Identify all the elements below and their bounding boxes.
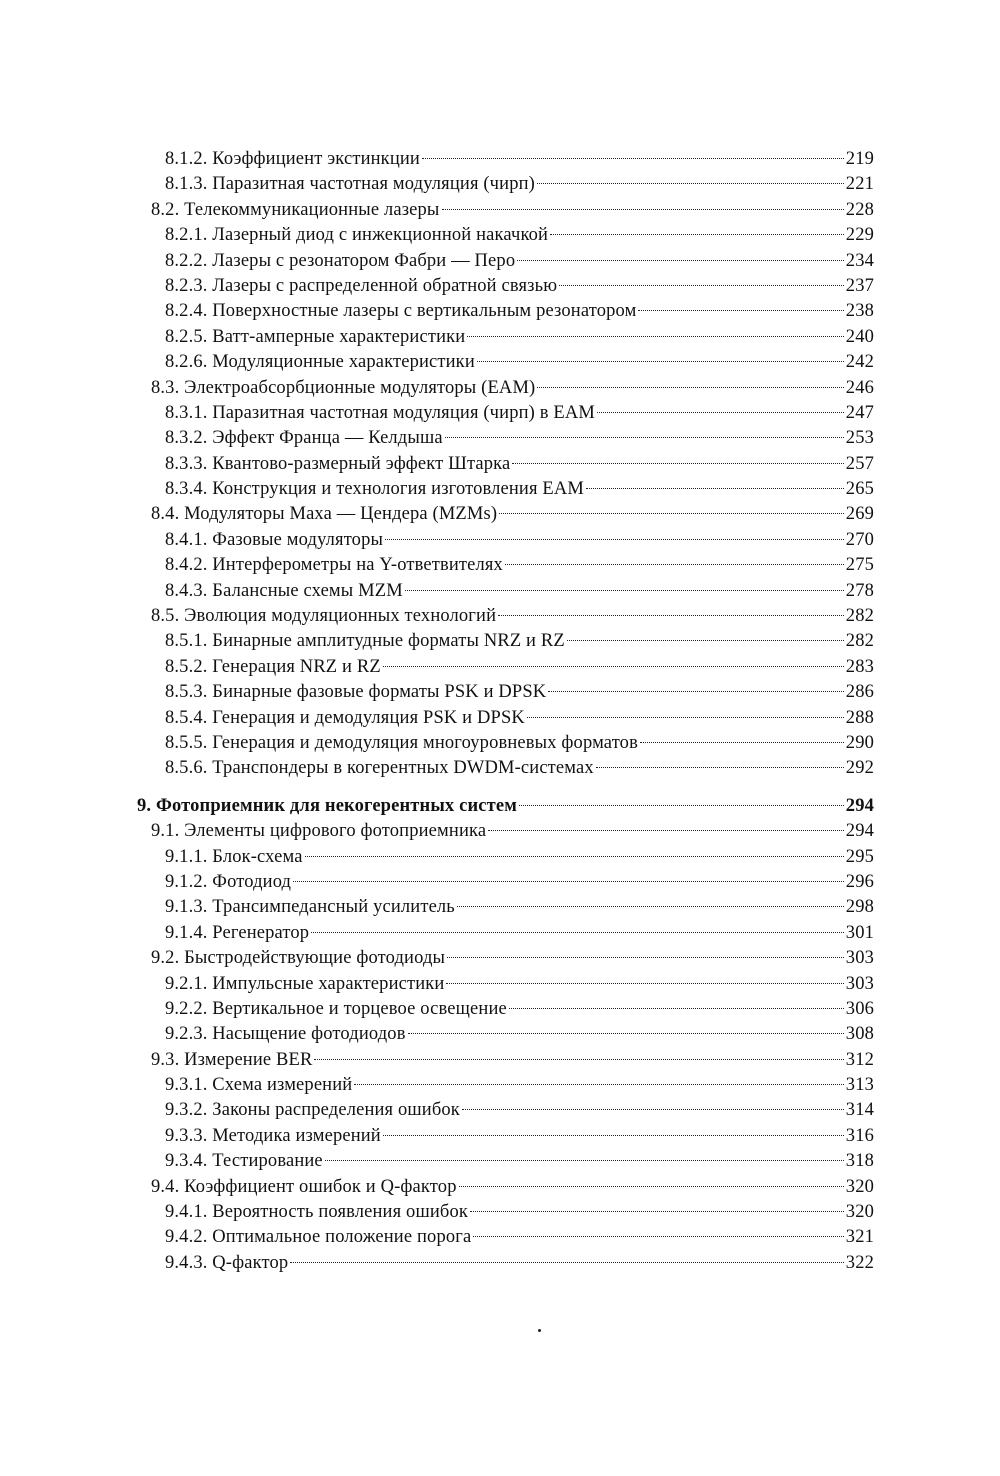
toc-subsection-entry bbox=[137, 895, 874, 920]
toc-subsection-entry bbox=[137, 921, 874, 946]
toc-section-entry bbox=[137, 198, 874, 223]
dot-leader bbox=[383, 1135, 844, 1136]
dot-leader bbox=[311, 932, 844, 933]
toc-subsection-entry bbox=[137, 655, 874, 680]
toc-entry-title: 8.2.1. Лазерный диод с инжекционной накачкой bbox=[165, 225, 549, 246]
toc-page-number: 257 bbox=[845, 453, 874, 474]
toc-section-entry bbox=[137, 604, 874, 629]
dot-leader bbox=[512, 463, 843, 464]
toc-entry-title: 8.1.2. Коэффициент экстинкции bbox=[165, 149, 420, 169]
toc-page-number: 246 bbox=[845, 377, 874, 398]
toc-entry-title: 9.3.2. Законы распределения ошибок bbox=[165, 1100, 460, 1121]
toc-page-number: 294 bbox=[845, 795, 874, 816]
toc-entry-title: 9.2.1. Импульсные характеристики bbox=[165, 973, 445, 994]
toc-page-number: 237 bbox=[845, 275, 874, 296]
toc-page-number: 298 bbox=[845, 897, 874, 918]
toc-entry-title: 8.3.3. Квантово-размерный эффект Штарка bbox=[165, 453, 511, 474]
dot-leader bbox=[517, 260, 844, 261]
dot-leader bbox=[293, 881, 844, 882]
toc-entry-title: 8.2.2. Лазеры с резонатором Фабри — Перо bbox=[165, 250, 516, 271]
toc-page-number: 318 bbox=[845, 1151, 874, 1172]
toc-subsection-entry bbox=[137, 274, 874, 299]
dot-leader bbox=[408, 1033, 844, 1034]
toc-page-number: 240 bbox=[845, 326, 874, 347]
dot-leader bbox=[505, 564, 844, 565]
toc-page-number: 320 bbox=[845, 1176, 874, 1197]
toc-page-number: 278 bbox=[845, 580, 874, 601]
toc-entry-title: 8.5.6. Транспондеры в когерентных DWDM-системах bbox=[165, 758, 594, 779]
toc-page-number: 242 bbox=[845, 352, 874, 373]
dot-leader bbox=[498, 615, 844, 616]
dot-leader bbox=[567, 640, 844, 641]
toc-section-entry bbox=[137, 819, 874, 844]
toc-entry-title: 9.3. Измерение BER bbox=[151, 1049, 313, 1070]
toc-entry-title: 9.4.2. Оптимальное положение порога bbox=[165, 1227, 472, 1248]
toc-subsection-entry bbox=[137, 401, 874, 426]
toc-page-number: 320 bbox=[845, 1202, 874, 1223]
toc-page-number: 269 bbox=[845, 504, 874, 525]
toc-subsection-entry bbox=[137, 1073, 874, 1098]
toc-page-number: 283 bbox=[845, 656, 874, 677]
dot-leader bbox=[446, 983, 843, 984]
dot-leader bbox=[385, 539, 844, 540]
dot-leader bbox=[597, 412, 844, 413]
toc-section-entry bbox=[137, 376, 874, 401]
toc-subsection-entry bbox=[137, 1098, 874, 1123]
dot-leader bbox=[519, 805, 844, 806]
toc-entry-title: 9.4.3. Q-фактор bbox=[165, 1252, 289, 1273]
dot-leader bbox=[640, 742, 844, 743]
toc-section-entry bbox=[137, 1175, 874, 1200]
toc-entry-title: 9.1.4. Регенератор bbox=[165, 922, 310, 943]
toc-subsection-entry bbox=[137, 350, 874, 375]
toc-subsection-entry bbox=[137, 1124, 874, 1149]
toc-subsection-entry bbox=[137, 452, 874, 477]
table-of-contents bbox=[137, 147, 874, 1276]
toc-entry-title: 8.5.2. Генерация NRZ и RZ bbox=[165, 656, 381, 677]
dot-leader bbox=[314, 1059, 843, 1060]
toc-page-number: 296 bbox=[845, 871, 874, 892]
toc-subsection-entry bbox=[137, 1022, 874, 1047]
toc-entry-title: 9. Фотоприемник для некогерентных систем bbox=[137, 795, 517, 816]
dot-leader bbox=[586, 488, 844, 489]
toc-entry-title: 9.1.3. Трансимпедансный усилитель bbox=[165, 897, 455, 918]
toc-page-number: 301 bbox=[845, 922, 874, 943]
dot-leader bbox=[442, 209, 844, 210]
toc-page-number: 314 bbox=[845, 1100, 874, 1121]
toc-entry-title: 8.5.3. Бинарные фазовые форматы PSK и DPSK bbox=[165, 682, 547, 703]
toc-entry-title: 9.2. Быстродействующие фотодиоды bbox=[151, 948, 446, 969]
toc-entry-title: 9.3.1. Схема измерений bbox=[165, 1075, 353, 1096]
toc-entry-title: 8.2.6. Модуляционные характеристики bbox=[165, 352, 475, 373]
dot-leader bbox=[462, 1109, 844, 1110]
toc-page-number: 308 bbox=[845, 1024, 874, 1045]
toc-subsection-entry bbox=[137, 426, 874, 451]
page-dot-mark bbox=[538, 1329, 541, 1332]
toc-subsection-entry bbox=[137, 972, 874, 997]
toc-page-number: 292 bbox=[845, 758, 874, 779]
dot-leader bbox=[559, 285, 844, 286]
dot-leader bbox=[550, 234, 844, 235]
toc-page-number: 294 bbox=[845, 821, 874, 842]
toc-page-number: 288 bbox=[845, 707, 874, 728]
dot-leader bbox=[459, 1186, 844, 1187]
toc-section-entry bbox=[137, 1048, 874, 1073]
toc-page-number: 238 bbox=[845, 301, 874, 322]
toc-page-number: 295 bbox=[845, 846, 874, 867]
toc-subsection-entry bbox=[137, 756, 874, 781]
toc-entry-title: 9.4.1. Вероятность появления ошибок bbox=[165, 1202, 468, 1223]
toc-page-number: 290 bbox=[845, 732, 874, 753]
toc-entry-title: 8.2.3. Лазеры с распределенной обратной связью bbox=[165, 275, 558, 296]
toc-page-number: 313 bbox=[845, 1075, 874, 1096]
toc-page-number: 265 bbox=[845, 479, 874, 500]
toc-entry-title: 8.2.4. Поверхностные лазеры с вертикальным резонатором bbox=[165, 301, 637, 322]
toc-entry-title: 8.5.1. Бинарные амплитудные форматы NRZ и RZ bbox=[165, 631, 565, 652]
toc-entry-title: 8.3.2. Эффект Франца — Келдыша bbox=[165, 428, 443, 449]
toc-entry-title: 8.2. Телекоммуникационные лазеры bbox=[151, 199, 440, 220]
toc-page-number: 286 bbox=[845, 682, 874, 703]
toc-subsection-entry bbox=[137, 147, 874, 172]
toc-section-entry bbox=[137, 502, 874, 527]
toc-subsection-entry bbox=[137, 870, 874, 895]
toc-page-number: 253 bbox=[845, 428, 874, 449]
toc-page-number: 303 bbox=[845, 973, 874, 994]
dot-leader bbox=[405, 590, 844, 591]
toc-chapter-entry bbox=[137, 794, 874, 819]
toc-page-number: 219 bbox=[845, 149, 874, 169]
toc-page-number: 322 bbox=[845, 1252, 874, 1273]
toc-page-number: 312 bbox=[845, 1049, 874, 1070]
dot-leader bbox=[467, 336, 843, 337]
dot-leader bbox=[325, 1160, 844, 1161]
toc-entry-title: 9.1.2. Фотодиод bbox=[165, 871, 292, 892]
toc-entry-title: 9.3.4. Тестирование bbox=[165, 1151, 323, 1172]
toc-entry-title: 8.1.3. Паразитная частотная модуляция (чирп) bbox=[165, 174, 535, 195]
dot-leader bbox=[445, 437, 844, 438]
toc-entry-title: 9.3.3. Методика измерений bbox=[165, 1125, 381, 1146]
toc-subsection-entry bbox=[137, 845, 874, 870]
toc-page-number: 234 bbox=[845, 250, 874, 271]
toc-entry-title: 8.4.2. Интерферометры на Y-ответвителях bbox=[165, 555, 503, 576]
toc-entry-title: 8.3.4. Конструкция и технология изготовления ЕАМ bbox=[165, 479, 584, 500]
dot-leader bbox=[290, 1262, 843, 1263]
toc-entry-title: 8.4. Модуляторы Маха — Цендера (MZMs) bbox=[151, 504, 498, 525]
dot-leader bbox=[473, 1236, 843, 1237]
toc-subsection-entry bbox=[137, 299, 874, 324]
dot-leader bbox=[509, 1008, 844, 1009]
toc-subsection-entry bbox=[137, 706, 874, 731]
toc-page-number: 282 bbox=[845, 606, 874, 627]
toc-subsection-entry bbox=[137, 1251, 874, 1276]
toc-subsection-entry bbox=[137, 1149, 874, 1174]
toc-page-number: 316 bbox=[845, 1125, 874, 1146]
toc-page-number: 270 bbox=[845, 529, 874, 550]
toc-page-number: 275 bbox=[845, 555, 874, 576]
toc-entry-title: 9.4. Коэффициент ошибок и Q-фактор bbox=[151, 1176, 457, 1197]
toc-subsection-entry bbox=[137, 249, 874, 274]
dot-leader bbox=[488, 830, 844, 831]
toc-entry-title: 8.5.5. Генерация и демодуляция многоуровневых форматов bbox=[165, 732, 638, 753]
dot-leader bbox=[537, 387, 843, 388]
toc-page-number: 303 bbox=[845, 948, 874, 969]
toc-section-entry bbox=[137, 946, 874, 971]
toc-entry-title: 8.4.3. Балансные схемы MZM bbox=[165, 580, 403, 601]
dot-leader bbox=[638, 310, 843, 311]
dot-leader bbox=[477, 361, 844, 362]
toc-entry-title: 8.3. Электроабсорбционные модуляторы (ЕАМ) bbox=[151, 377, 536, 398]
dot-leader bbox=[457, 906, 844, 907]
toc-subsection-entry bbox=[137, 223, 874, 248]
toc-subsection-entry bbox=[137, 1225, 874, 1250]
toc-page-number: 229 bbox=[845, 225, 874, 246]
toc-page-number: 247 bbox=[845, 402, 874, 423]
toc-subsection-entry bbox=[137, 629, 874, 654]
toc-entry-title: 9.1. Элементы цифрового фотоприемника bbox=[151, 821, 487, 842]
toc-page-number: 306 bbox=[845, 998, 874, 1019]
dot-leader bbox=[470, 1211, 844, 1212]
toc-page-number: 321 bbox=[845, 1227, 874, 1248]
toc-page-number: 228 bbox=[845, 199, 874, 220]
toc-entry-title: 8.5.4. Генерация и демодуляция PSK и DPSK bbox=[165, 707, 525, 728]
toc-entry-title: 9.2.2. Вертикальное и торцевое освещение bbox=[165, 998, 507, 1019]
toc-entry-title: 8.4.1. Фазовые модуляторы bbox=[165, 529, 384, 550]
toc-page-number: 221 bbox=[845, 174, 874, 195]
toc-entry-title: 9.1.1. Блок-схема bbox=[165, 846, 303, 867]
dot-leader bbox=[305, 856, 844, 857]
dot-leader bbox=[537, 183, 844, 184]
toc-subsection-entry bbox=[137, 731, 874, 756]
toc-subsection-entry bbox=[137, 680, 874, 705]
toc-subsection-entry bbox=[137, 579, 874, 604]
toc-subsection-entry bbox=[137, 325, 874, 350]
dot-leader bbox=[548, 691, 844, 692]
dot-leader bbox=[499, 513, 844, 514]
toc-subsection-entry bbox=[137, 528, 874, 553]
dot-leader bbox=[422, 158, 844, 159]
toc-entry-title: 8.3.1. Паразитная частотная модуляция (чирп) в ЕАМ bbox=[165, 402, 595, 423]
toc-subsection-entry bbox=[137, 172, 874, 197]
toc-subsection-entry bbox=[137, 1200, 874, 1225]
toc-entry-title: 8.2.5. Ватт-амперные характеристики bbox=[165, 326, 466, 347]
toc-page-number: 282 bbox=[845, 631, 874, 652]
dot-leader bbox=[354, 1084, 843, 1085]
dot-leader bbox=[596, 767, 844, 768]
toc-subsection-entry bbox=[137, 553, 874, 578]
dot-leader bbox=[527, 717, 844, 718]
toc-subsection-entry bbox=[137, 477, 874, 502]
toc-entry-title: 8.5. Эволюция модуляционных технологий bbox=[151, 606, 497, 627]
toc-entry-title: 9.2.3. Насыщение фотодиодов bbox=[165, 1024, 406, 1045]
toc-subsection-entry bbox=[137, 997, 874, 1022]
dot-leader bbox=[383, 666, 844, 667]
dot-leader bbox=[447, 957, 844, 958]
